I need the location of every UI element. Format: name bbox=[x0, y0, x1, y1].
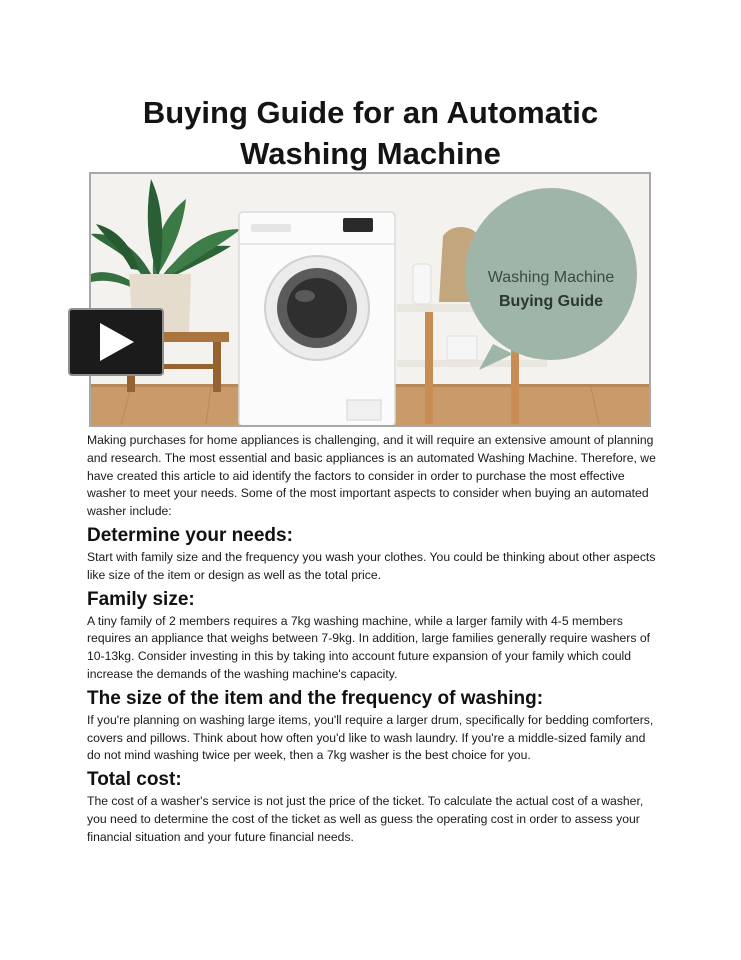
play-icon bbox=[96, 321, 136, 363]
section-text-needs: Start with family size and the frequency you wash your clothes. You could be thinking about other aspects like size of the item or design as well as the total price. bbox=[87, 549, 656, 582]
section-heading-total-cost: Total cost: bbox=[87, 769, 182, 791]
section-heading-family-size: Family size: bbox=[87, 588, 195, 610]
intro-paragraph: Making purchases for home appliances is challenging, and it will require an extensive amount of planning and research. The most essential and basic appliances is an automated Washing Machine. Therefore, we have created this article to aid identify the factors to consider in order to purchase the most effective washer to meet your needs. Some of the most important aspects to consider when buying an automated washer include: bbox=[87, 433, 656, 519]
washing-machine-illustration bbox=[239, 212, 395, 425]
section-text-item-size: If you're planning on washing large items, you'll require a larger drum, specifically for bedding comforters, covers and pillows. Think about how often you'd like to wash laundry. If you're a middle-sized family and do not mind washing twice per week, then a 7kg washer is the best choice for you. bbox=[87, 712, 654, 763]
badge-line-1: Washing Machine bbox=[487, 269, 615, 286]
section-text-total-cost: The cost of a washer's service is not just the price of the ticket. To calculate the actual cost of a washer, you need to determine the cost of the ticket as well as guess the operating cost in order to assess your financial situation and your future financial needs. bbox=[87, 794, 644, 844]
play-button[interactable] bbox=[68, 308, 164, 376]
page-title: Buying Guide for an Automatic Washing Machine bbox=[142, 95, 599, 171]
badge-line-2: Buying Guide bbox=[499, 293, 603, 310]
section-text-family-size: A tiny family of 2 members requires a 7kg washing machine, while a larger family with 4-5 members requires an appliance that weighs between 7-9kg. In addition, large families generally require washers of 10-13kg. Consider investing in this by taking into account future expansion of your family which could increase the demands of the washing machine's capacity. bbox=[87, 613, 650, 681]
section-heading-item-size: The size of the item and the frequency of washing: bbox=[87, 687, 544, 709]
hero-image bbox=[89, 172, 651, 427]
article-body bbox=[87, 432, 657, 847]
section-heading-needs: Determine your needs: bbox=[87, 524, 293, 546]
